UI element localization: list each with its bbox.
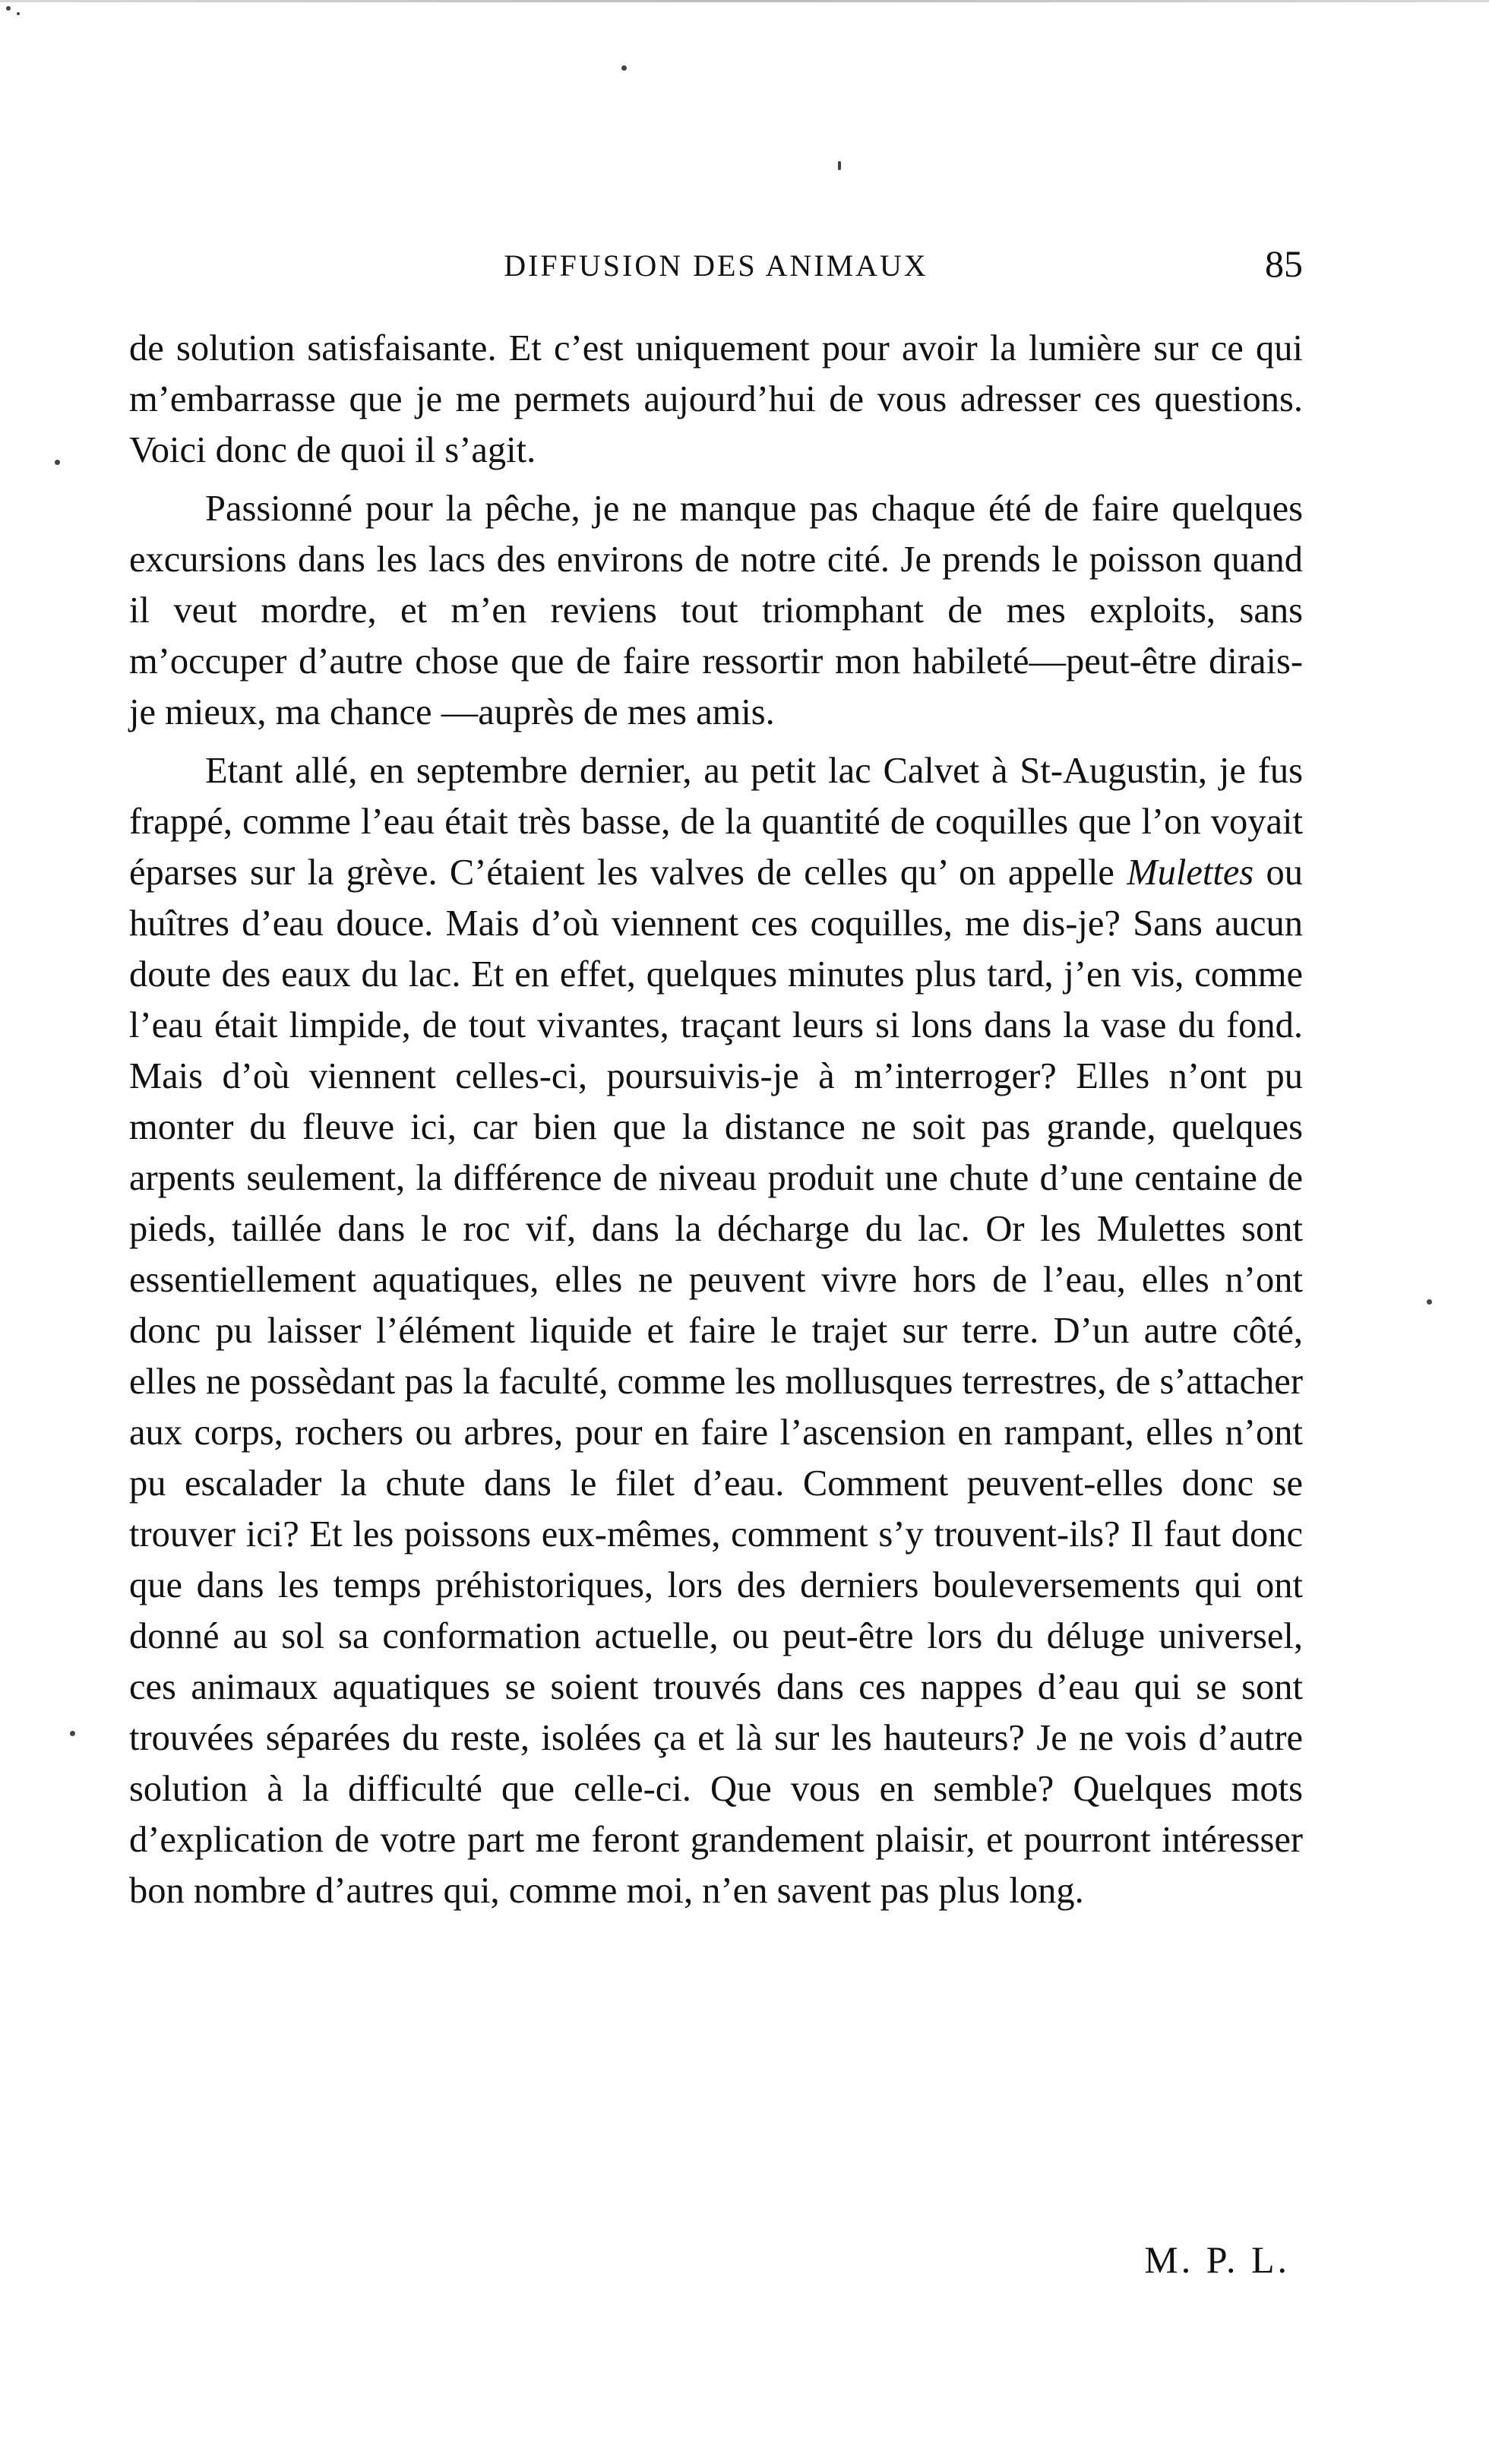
- scan-speck: [621, 65, 627, 71]
- scan-speck: [6, 6, 11, 11]
- paragraph: Etant allé, en septembre dernier, au petit lac Calvet à St-Augustin, je fus frappé, comme l’eau était très basse, de la quantité de coquilles que l’on voyait éparses sur la grève. C’étaient les valves de celles qu’ on appelle Mulettes ou huîtres d’eau douce. Mais d’où viennent ces coquilles, me dis-je? Sans aucun doute des eaux du lac. Et en effet, quelques minutes plus tard, j’en vis, comme l’eau était limpide, de tout vivantes, traçant leurs si lons dans la vase du fond. Mais d’où viennent celles-ci, poursuivis-je à m’interroger? Elles n’ont pu monter du fleuve ici, car bien que la distance ne soit pas grande, quelques arpents seulement, la différence de niveau produit une chute d’une centaine de pieds, taillée dans le roc vif, dans la décharge du lac. Or les Mulettes sont essentiellement aquatiques, elles ne peuvent vivre hors de l’eau, elles n’ont donc pu laisser l’élément liquide et faire le trajet sur terre. D’un autre côté, elles ne possèdant pas la faculté, comme les mollusques terrestres, de s’attacher aux corps, rochers ou arbres, pour en faire l’ascension en rampant, elles n’ont pu escalader la chute dans le filet d’eau. Comment peuvent-elles donc se trouver ici? Et les poissons eux-mêmes, comment s’y trouvent-ils? Il faut donc que dans les temps préhistoriques, lors des derniers bouleversements qui ont donné au sol sa conformation actuelle, ou peut-être lors du déluge universel, ces animaux aquatiques se soient trouvés dans ces nappes d’eau qui se sont trouvées séparées du reste, isolées ça et là sur les hauteurs? Je ne vois d’autre solution à la difficulté que celle-ci. Que vous en semble? Quelques mots d’explication de votre part me feront grandement plaisir, et pourront intéresser bon nombre d’autres qui, comme moi, n’en savent pas plus long.: [129, 751, 1303, 1911]
- scan-speck: [1427, 1299, 1432, 1305]
- page-top-edge: [0, 0, 1489, 2]
- page-header: [129, 242, 1303, 287]
- italic-term: Mulettes: [1127, 852, 1254, 893]
- page-number: 85: [1265, 242, 1303, 285]
- scan-speck: [55, 460, 60, 465]
- scan-speck: [838, 161, 841, 170]
- running-title: DIFFUSION DES ANIMAUX: [504, 248, 928, 283]
- paragraph: de solution satisfaisante. Et c’est uniquement pour avoir la lumière sur ce qui m’embarrasse que je me permets aujourd’hui de vous adresser ces questions. Voici donc de quoi il s’agit.: [129, 328, 1303, 470]
- paragraph: Passionné pour la pêche, je ne manque pas chaque été de faire quelques excursions dans les lacs des environs de notre cité. Je prends le poisson quand il veut mordre, et m’en reviens tout triomphant de mes exploits, sans m’occuper d’autre chose que de faire ressortir mon habileté—peut-être dirais-je mieux, ma chance —auprès de mes amis.: [129, 489, 1303, 732]
- body-text: [129, 323, 1303, 1916]
- scan-speck: [17, 12, 20, 15]
- signature: M. P. L.: [1144, 2238, 1290, 2281]
- scan-speck: [70, 1731, 75, 1736]
